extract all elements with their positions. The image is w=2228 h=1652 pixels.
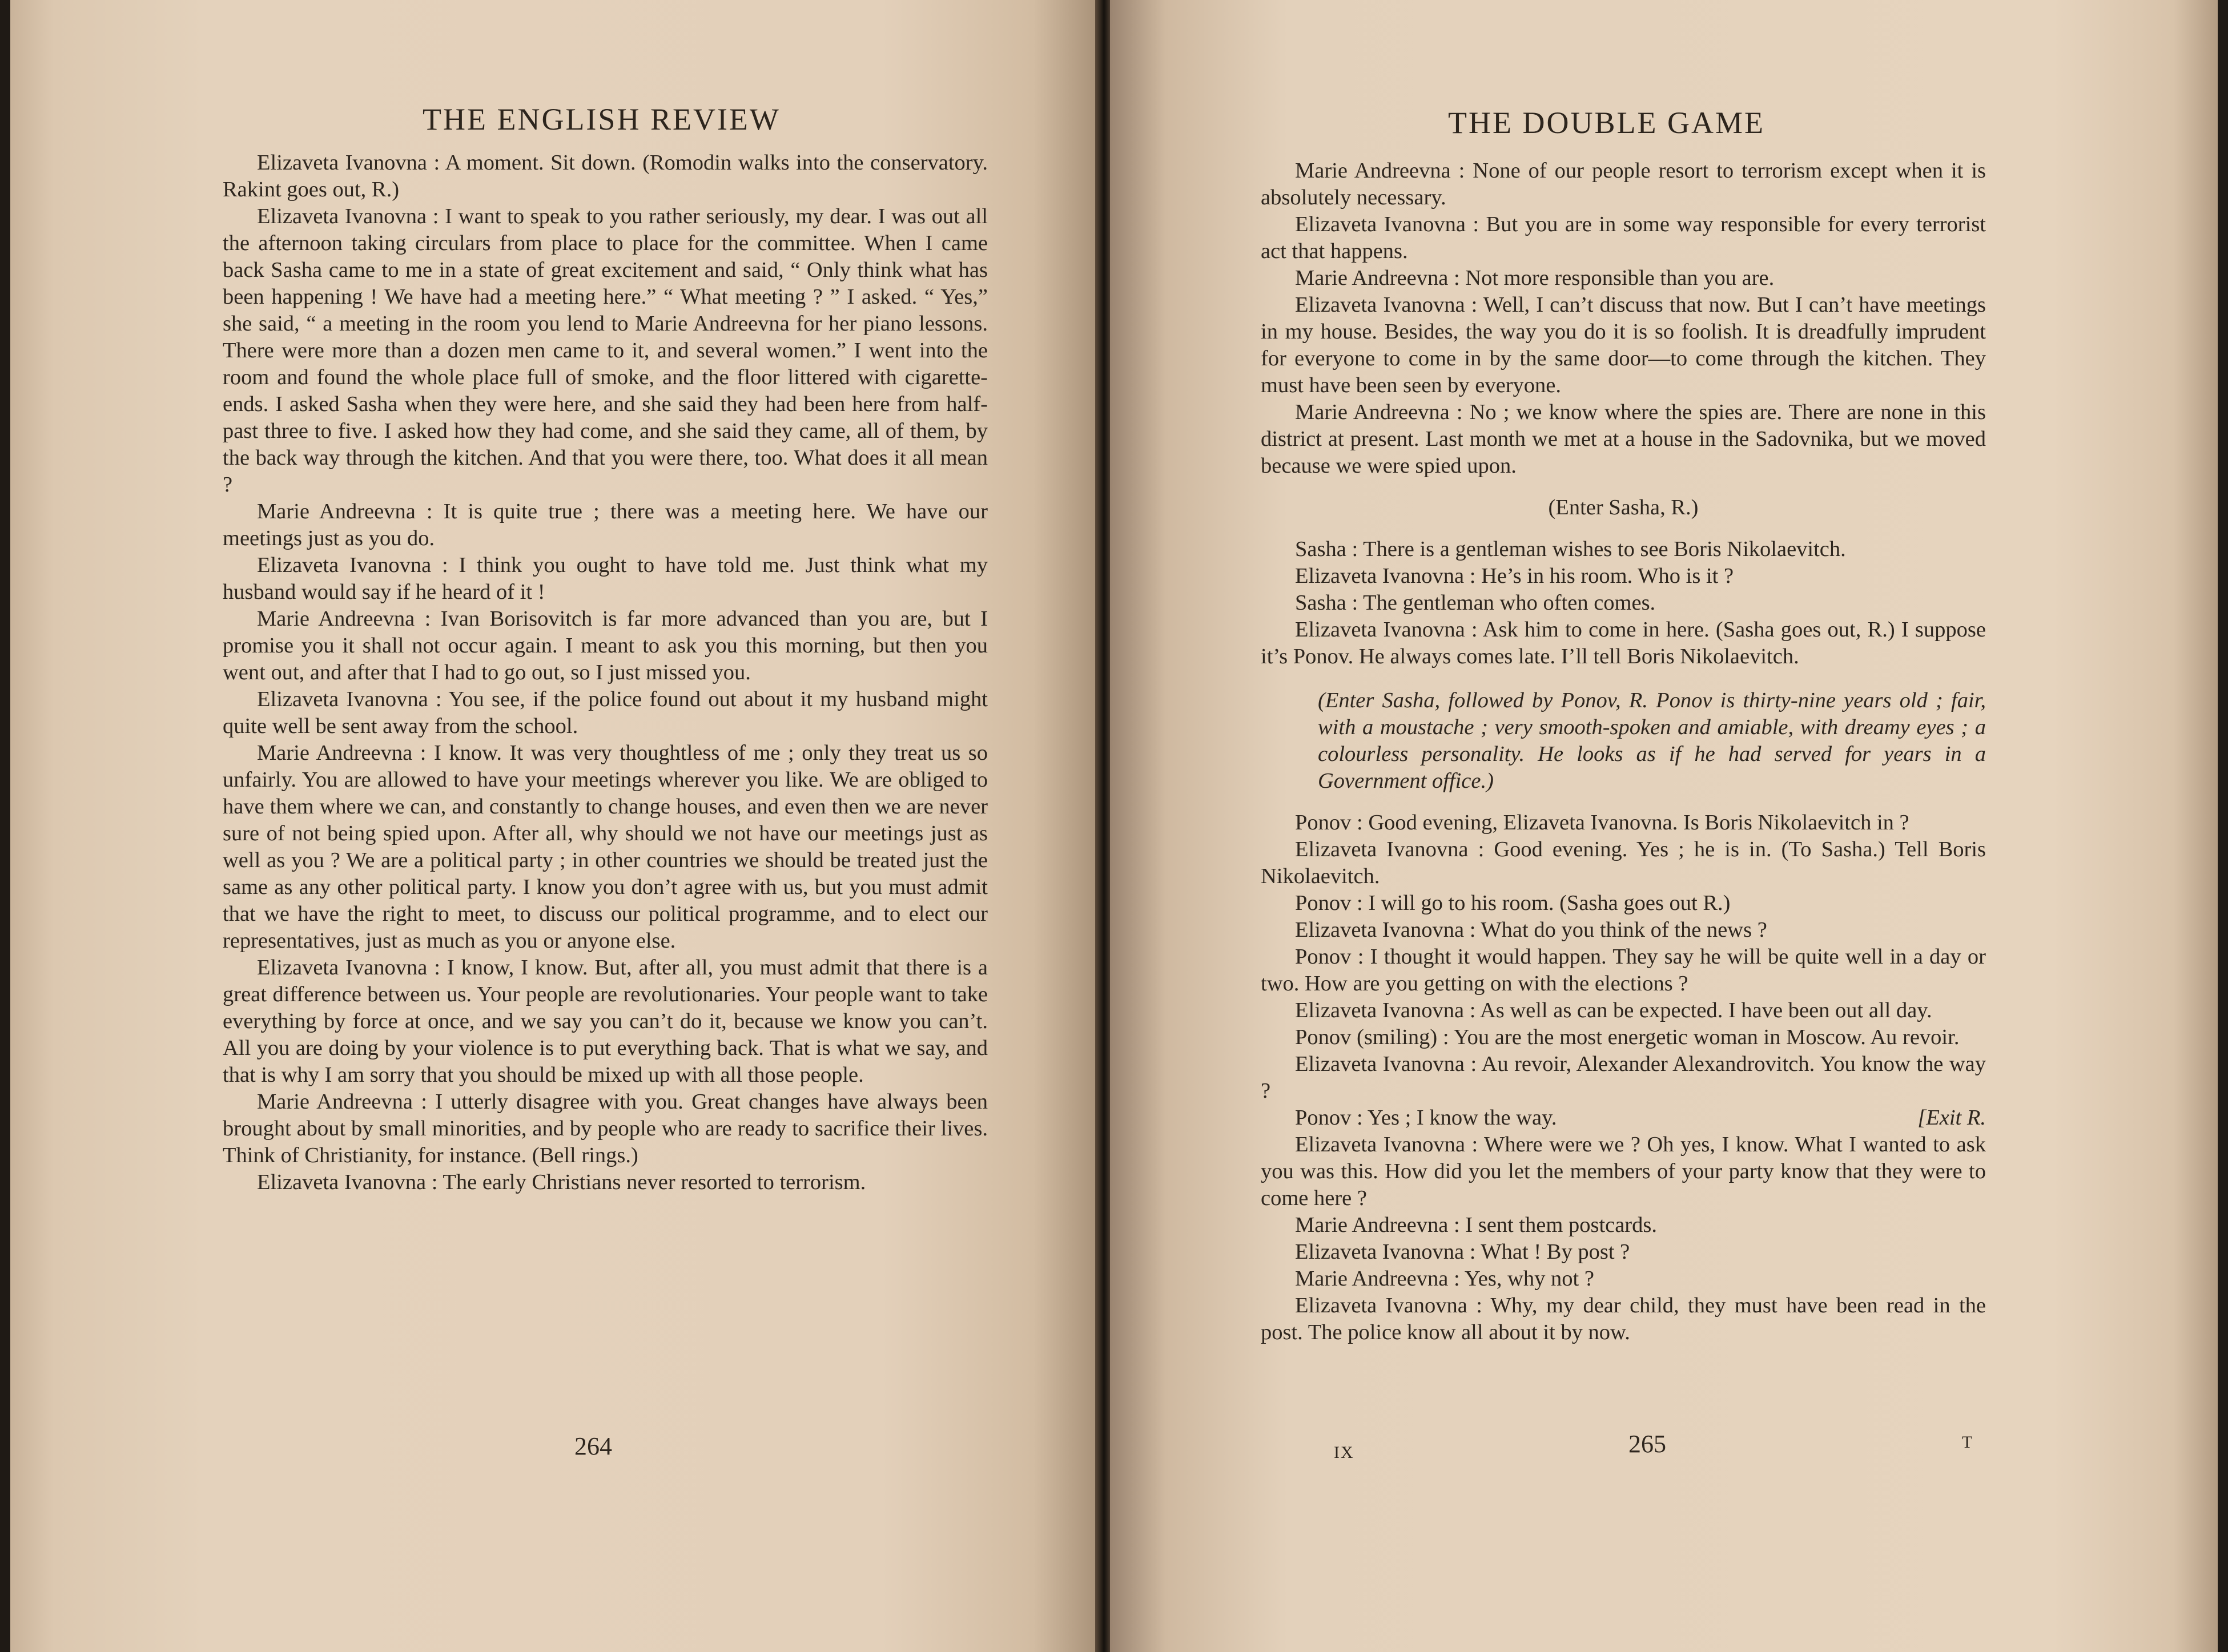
dialogue-paragraph: Marie Andreevna : None of our people resort to terrorism except when it is absolutely necessary. (1261, 159, 1986, 209)
left-page (10, 0, 1099, 1652)
running-head-left: THE ENGLISH REVIEW (423, 102, 781, 136)
page-number-left: 264 (574, 1432, 612, 1460)
exit-line-text: Ponov : Yes ; I know the way. (1295, 1106, 1557, 1130)
dialogue-paragraph: Elizaveta Ivanovna : What ! By post ? (1295, 1240, 1630, 1264)
dialogue-paragraph: Elizaveta Ivanovna : I want to speak to you rather seriously, my dear. I was out all the afternoon taking circulars from place to place for the committee. When I came back Sasha came to me in a state of great excitement and said, “ Only think what has been happening ! We have had a meeting here.” “ What meeting ? ” I asked. “ Yes,” she said, “ a meeting in the room you lend to Marie Andreevna for her piano lessons. There were more than a dozen men came to it, and several women.” I went into the room and found the whole place full of smoke, and the floor littered with cigarette-ends. I asked Sasha when they were here, and she said they had been here from half-past three to five. I asked how they had come, and she said they came, all of them, by the back way through the kitchen. And that you were there, too. What does it all mean ? (223, 204, 988, 497)
dialogue-paragraph: Ponov : Good evening, Elizaveta Ivanovna. Is Boris Nikolaevitch in ? (1295, 811, 1909, 835)
dialogue-paragraph: Marie Andreevna : Not more responsible than you are. (1295, 266, 1775, 290)
dialogue-paragraph: Elizaveta Ivanovna : What do you think of the news ? (1295, 918, 1767, 942)
dialogue-paragraph: Elizaveta Ivanovna : Why, my dear child, they must have been read in the post. The police know all about it by now. (1261, 1294, 1986, 1344)
running-head-right: THE DOUBLE GAME (1448, 106, 1765, 140)
dialogue-paragraph: Marie Andreevna : I utterly disagree with you. Great changes have always been brought about by small minorities, and by people who are ready to sacrifice their lives. Think of Christianity, for instance. (Bell rings.) (223, 1090, 988, 1167)
stage-direction: (Enter Sasha, R.) (1548, 495, 1699, 519)
dialogue-paragraph: Marie Andreevna : No ; we know where the spies are. There are none in this district at present. Last month we met at a house in the Sadovnika, but we moved because we were spied upon. (1261, 400, 1986, 478)
exit-stage-direction: [Exit R. (1917, 1106, 1986, 1130)
page-number-right: 265 (1628, 1430, 1666, 1458)
dialogue-paragraph: Elizaveta Ivanovna : You see, if the police found out about it my husband might quite well be sent away from the school. (223, 687, 988, 738)
signature-mark-right: T (1962, 1433, 1974, 1452)
dialogue-paragraph: Elizaveta Ivanovna : Ask him to come in here. (Sasha goes out, R.) I suppose it’s Ponov. He always comes late. I’ll tell Boris Nikolaevitch. (1261, 618, 1986, 668)
dialogue-paragraph: Ponov (smiling) : You are the most energetic woman in Moscow. Au revoir. (1295, 1025, 1960, 1049)
dialogue-paragraph: Elizaveta Ivanovna : A moment. Sit down. (Romodin walks into the conservatory. Rakint goes out, R.) (223, 151, 988, 202)
dialogue-paragraph: Ponov : I thought it would happen. They say he will be quite well in a day or two. How are you getting on with the elections ? (1261, 945, 1986, 996)
dialogue-paragraph: Ponov : I will go to his room. (Sasha goes out R.) (1295, 891, 1731, 915)
dialogue-paragraph: Elizaveta Ivanovna : Good evening. Yes ; he is in. (To Sasha.) Tell Boris Nikolaevitch. (1261, 837, 1986, 888)
dialogue-paragraph: Marie Andreevna : It is quite true ; there was a meeting here. We have our meetings just as you do. (223, 499, 988, 550)
dialogue-paragraph: Marie Andreevna : I know. It was very thoughtless of me ; only they treat us so unfairly. You are allowed to have your meetings wherever you like. We are obliged to have them where we can, and constantly to change houses, and even then we are never sure of not being spied upon. After all, why should we not have our meetings just as well as you ? We are a political party ; in other countries we should be treated just the same as any other political party. I know you don’t agree with us, but you must admit that we have the right to meet, to discuss our political programme, and to elect our representatives, just as much as you or anyone else. (223, 741, 988, 953)
dialogue-paragraph: Elizaveta Ivanovna : Where were we ? Oh yes, I know. What I wanted to ask you was this. How did you let the members of your party know that they were to come here ? (1261, 1133, 1986, 1210)
dialogue-paragraph: Sasha : The gentleman who often comes. (1295, 591, 1656, 615)
dialogue-paragraph: Elizaveta Ivanovna : He’s in his room. Who is it ? (1295, 564, 1734, 588)
dialogue-paragraph: Elizaveta Ivanovna : As well as can be expected. I have been out all day. (1295, 998, 1932, 1022)
right-page (1110, 0, 2218, 1652)
dialogue-paragraph: Elizaveta Ivanovna : The early Christians never resorted to terrorism. (257, 1170, 866, 1194)
right-page-text (1261, 158, 1986, 1346)
dialogue-paragraph: Elizaveta Ivanovna : I know, I know. But, after all, you must admit that there is a great difference between us. Your people are revolutionaries. Your people want to take everything by force at once, and we say you can’t do it, because we know you can’t. All you are doing by your violence is to put everything back. That is what we say, and that is why I am sorry that you should be mixed up with all those people. (223, 956, 988, 1087)
dialogue-paragraph: Marie Andreevna : Ivan Borisovitch is far more advanced than you are, but I promise you it shall not occur again. I meant to ask you this morning, but then you went out, and after that I had to go out, so I just missed you. (223, 607, 988, 684)
dialogue-paragraph: Marie Andreevna : Yes, why not ? (1295, 1267, 1594, 1291)
stage-direction-block: (Enter Sasha, followed by Ponov, R. Ponov is thirty-nine years old ; fair, with a moustache ; very smooth-spoken and amiable, with dreamy eyes ; a colourless personality. He looks as if he had served for years in a Government office.) (1318, 688, 1986, 793)
dialogue-paragraph: Elizaveta Ivanovna : But you are in some way responsible for every terrorist act that happens. (1261, 212, 1986, 263)
dialogue-paragraph: Marie Andreevna : I sent them postcards. (1295, 1213, 1657, 1237)
dialogue-paragraph: Elizaveta Ivanovna : Well, I can’t discuss that now. But I can’t have meetings in my house. Besides, the way you do it is so foolish. It is dreadfully imprudent for everyone to come in by the same door—to come through the kitchen. They must have been seen by everyone. (1261, 293, 1986, 397)
dialogue-paragraph: Sasha : There is a gentleman wishes to see Boris Nikolaevitch. (1295, 537, 1846, 561)
signature-mark-left: IX (1334, 1443, 1354, 1462)
dialogue-paragraph-exit (1261, 1105, 1986, 1131)
dialogue-paragraph: Elizaveta Ivanovna : Au revoir, Alexander Alexandrovitch. You know the way ? (1261, 1052, 1986, 1103)
dialogue-paragraph: Elizaveta Ivanovna : I think you ought to have told me. Just think what my husband would say if he heard of it ! (223, 553, 988, 604)
left-page-text (223, 150, 988, 1196)
